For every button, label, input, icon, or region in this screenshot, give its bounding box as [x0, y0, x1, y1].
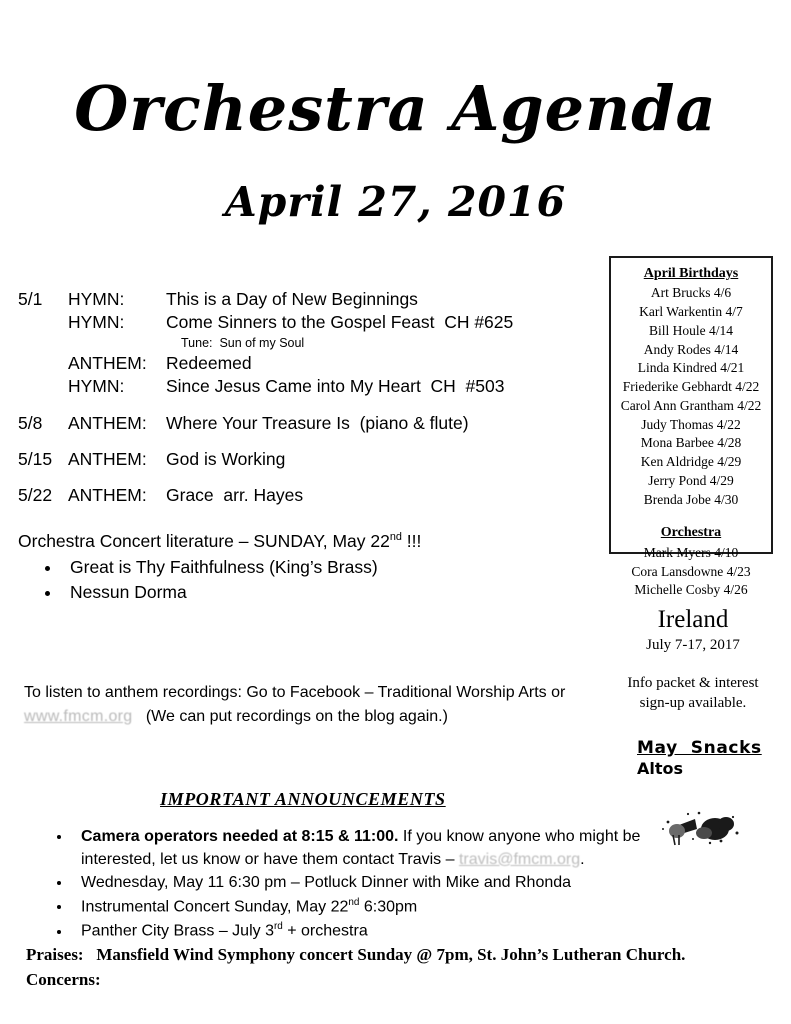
- page-subtitle-date: April 27, 2016: [224, 178, 567, 226]
- announcements-list: [40, 826, 672, 944]
- may-snacks-section: [637, 738, 787, 778]
- agenda-date: 5/8: [18, 412, 43, 433]
- announcement-ordinal: rd: [273, 921, 283, 933]
- agenda-item-text: Redeemed: [166, 353, 252, 374]
- announcement-text: Wednesday, May 11 6:30 pm – Potluck Dinner with Mike and Rhonda: [81, 874, 572, 892]
- list-item: [72, 896, 672, 919]
- orchestra-birthdays-title: Orchestra: [660, 525, 722, 541]
- birthday-entry: Judy Thomas 4/22: [641, 416, 741, 432]
- agenda-entry-body: [68, 448, 578, 471]
- spacer: [18, 435, 578, 448]
- contact-email-link[interactable]: travis@fmcm.org: [458, 850, 581, 868]
- birthdays-title: April Birthdays: [643, 266, 739, 281]
- snacks-assigned-section: Altos: [637, 759, 684, 778]
- praises-concerns-section: [26, 943, 726, 992]
- announcement-text: Instrumental Concert Sunday, May 22: [81, 898, 349, 916]
- recordings-url-link[interactable]: www.fmcm.org: [24, 708, 133, 725]
- agenda-item-label: ANTHEM:: [68, 353, 147, 374]
- agenda-list: [18, 288, 578, 507]
- agenda-date: 5/1: [18, 289, 43, 309]
- agenda-item-text: Where Your Treasure Is (piano & flute): [166, 412, 469, 433]
- concert-heading-post: !!!: [401, 531, 422, 551]
- agenda-item: [68, 375, 578, 398]
- ireland-trip-section: [600, 606, 786, 713]
- agenda-item-label: HYMN:: [68, 289, 125, 309]
- recordings-line-1: To listen to anthem recordings: Go to Facebook – Traditional Worship Arts or: [24, 684, 566, 701]
- announcement-tail: .: [580, 850, 585, 868]
- ireland-note-line-2: sign-up available.: [639, 695, 747, 711]
- concert-literature-heading: [18, 530, 578, 554]
- agenda-item: [68, 412, 578, 435]
- birthday-entry: Brenda Jobe 4/30: [643, 491, 739, 507]
- agenda-entry: [18, 288, 578, 399]
- birthday-entry: Linda Kindred 4/21: [637, 360, 745, 376]
- orchestra-birthday-entry: Cora Lansdowne 4/23: [631, 563, 751, 579]
- snack-clipart-icon: [655, 805, 745, 849]
- agenda-entry: [18, 412, 578, 435]
- agenda-item-label: HYMN:: [68, 376, 125, 397]
- list-item: [72, 920, 672, 943]
- birthday-entry: Carol Ann Grantham 4/22: [620, 397, 762, 413]
- concert-literature-section: [18, 530, 578, 604]
- birthday-entry: Jerry Pond 4/29: [648, 472, 734, 488]
- agenda-item-text: This is a Day of New Beginnings: [166, 289, 418, 309]
- agenda-item-label: HYMN:: [68, 312, 125, 333]
- announcement-text: If you know anyone who might be interested, let us know or have them contact Travis –: [81, 828, 641, 868]
- list-item: • Great is Thy Faithfulness (King’s Brass): [62, 556, 578, 580]
- agenda-item-text: Since Jesus Came into My Heart CH #503: [166, 376, 505, 397]
- concerns-line: Concerns:: [26, 969, 101, 989]
- concert-heading-ordinal: nd: [389, 531, 402, 544]
- concert-heading-pre: Orchestra Concert literature – SUNDAY, May 22: [18, 531, 390, 551]
- agenda-entry-body: [68, 484, 578, 507]
- snacks-title: May Snacks: [637, 738, 762, 758]
- birthday-entry: Andy Rodes 4/14: [643, 341, 739, 357]
- page-title: Orchestra Agenda: [74, 72, 717, 145]
- list-item: • Nessun Dorma: [62, 581, 578, 605]
- ireland-title: Ireland: [657, 606, 729, 633]
- announcement-bold-lead: Camera operators needed at 8:15 & 11:00.: [81, 828, 399, 845]
- agenda-item-label: ANTHEM:: [68, 448, 147, 469]
- birthday-entry: Karl Warkentin 4/7: [639, 304, 743, 320]
- agenda-item-text: Come Sinners to the Gospel Feast CH #625: [166, 312, 514, 333]
- agenda-tune-note: Tune: Sun of my Soul: [181, 336, 305, 351]
- announcement-ordinal: nd: [348, 897, 360, 909]
- birthday-entry: Bill Houle 4/14: [649, 322, 733, 338]
- recordings-note: [24, 681, 604, 729]
- birthday-entry: Art Brucks 4/6: [650, 285, 732, 301]
- april-birthdays-box: [609, 256, 773, 598]
- agenda-item: [68, 448, 578, 471]
- list-item: [72, 826, 672, 871]
- agenda-entry: [18, 484, 578, 507]
- birthday-entry: Friederike Gebhardt 4/22: [622, 379, 760, 395]
- agenda-item: [68, 484, 578, 507]
- agenda-item-text: God is Working: [166, 448, 286, 469]
- agenda-item: [68, 352, 578, 375]
- praises-line: Praises: Mansfield Wind Symphony concert Sunday @ 7pm, St. John’s Lutheran Church.: [26, 945, 686, 964]
- orchestra-birthday-entry: Mark Myers 4/10: [643, 544, 739, 560]
- agenda-item: [68, 288, 578, 311]
- birthday-entry: Mona Barbee 4/28: [640, 435, 742, 451]
- orchestra-birthday-entry: Michelle Cosby 4/26: [634, 582, 748, 598]
- birthday-entry: Ken Aldridge 4/29: [640, 454, 742, 470]
- announcement-text: Panther City Brass – July 3: [81, 922, 274, 940]
- concert-piece-list: [18, 556, 578, 605]
- recordings-line-2-text: (We can put recordings on the blog again.): [145, 708, 448, 725]
- spacer: [18, 399, 578, 412]
- agenda-item-text: Grace arr. Hayes: [166, 484, 304, 505]
- spacer: [18, 471, 578, 484]
- agenda-entry-body: [68, 412, 578, 435]
- agenda-item-label: ANTHEM:: [68, 412, 147, 433]
- agenda-entry-body: [68, 288, 578, 399]
- announcements-heading: IMPORTANT ANNOUNCEMENTS: [160, 789, 446, 809]
- announcement-text-cont: + orchestra: [282, 922, 368, 940]
- ireland-note: [600, 673, 786, 714]
- ireland-dates: July 7-17, 2017: [646, 636, 740, 653]
- agenda-item-label: ANTHEM:: [68, 484, 147, 505]
- agenda-date: 5/22: [18, 484, 53, 505]
- list-item: [72, 872, 672, 895]
- recordings-line-2: [24, 705, 604, 729]
- agenda-entry: [18, 448, 578, 471]
- agenda-item: [68, 311, 578, 334]
- agenda-date: 5/15: [18, 448, 53, 469]
- ireland-note-line-1: Info packet & interest: [627, 674, 759, 691]
- announcement-text-cont: 6:30pm: [359, 898, 418, 916]
